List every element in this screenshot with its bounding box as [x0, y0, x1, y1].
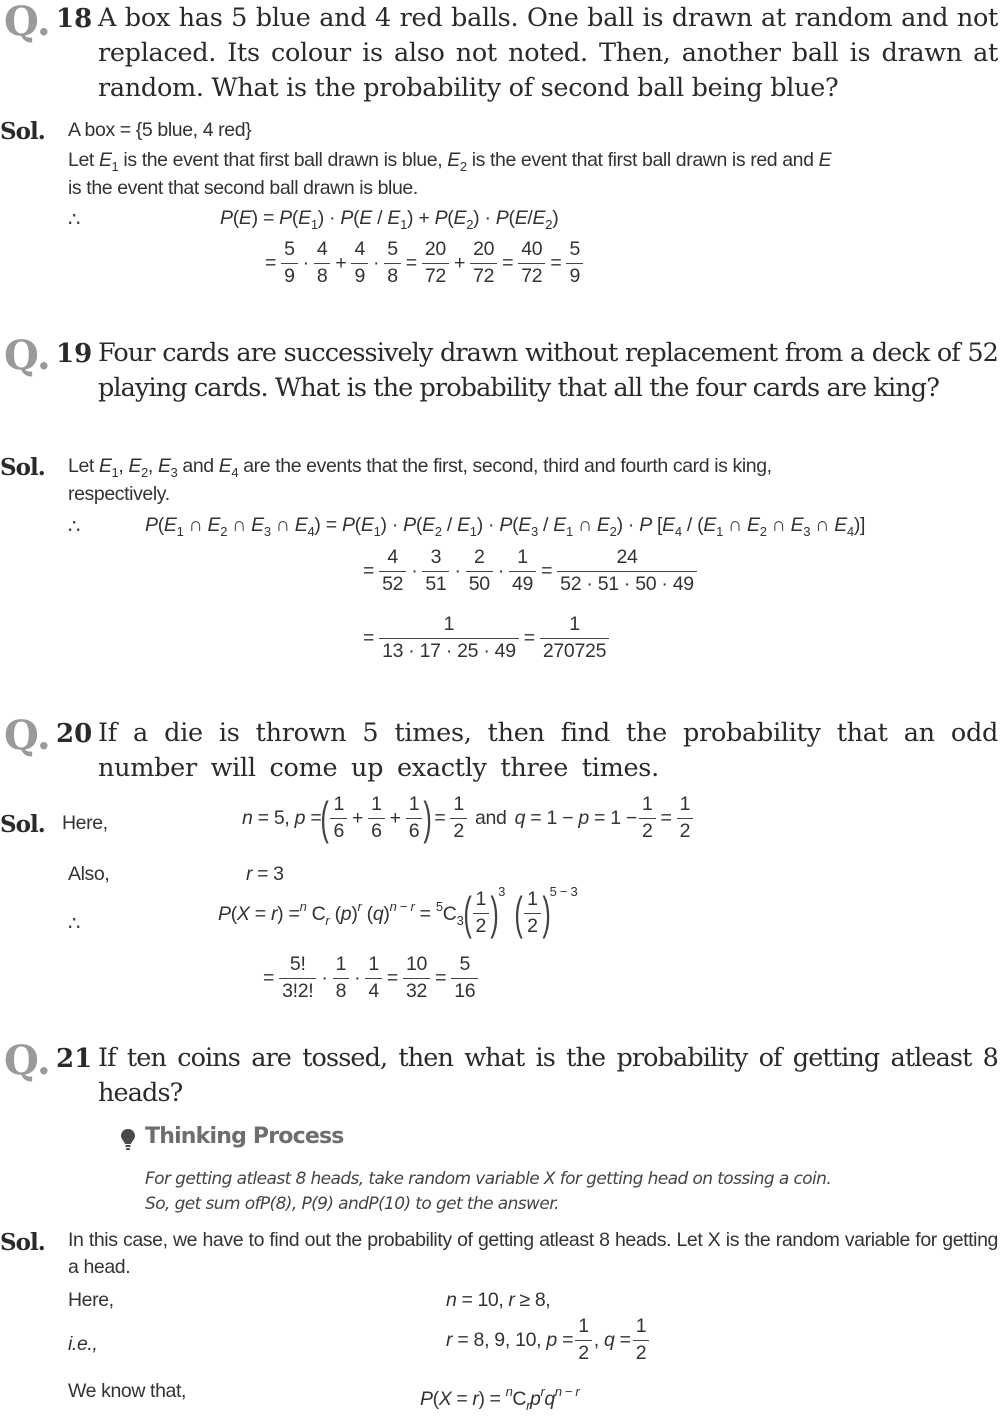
- equation: P(X = r) =$^n$ $C_r$ $(p)^r$ $(q)^{n - r} = ^5C_3$ ( $\frac{1}{2}$ ) 3 ( $\frac{1}{2}$ ) 5 − 3: [218, 884, 578, 939]
- equation: r = 3: [246, 863, 284, 885]
- solution-label: Sol.: [0, 1229, 45, 1256]
- solution-text: is the event that second ball drawn is blue.: [68, 177, 418, 199]
- equation: r = 8, 9, 10, p = $\frac{1}{2}$ , q = $\frac{1}{2}$: [446, 1317, 651, 1363]
- solution-label: Sol.: [0, 811, 45, 838]
- equation: $P(E) = P(E_1) \cdot P(E / E_1) + P(E_2) \cdot P(E/E_2)$: [220, 207, 559, 232]
- question-text: If ten coins are tossed, then what is the probability of getting atleast 8 heads?: [98, 1043, 998, 1108]
- lightbulb-icon: [121, 1129, 135, 1151]
- equation: n = 10, r ≥ 8,: [446, 1289, 551, 1311]
- solution-text: Here,: [68, 1289, 114, 1311]
- question-marker: Q.: [4, 0, 51, 45]
- solution-text: i.e.,: [68, 1333, 98, 1355]
- question-number: 21: [56, 1044, 93, 1074]
- solution-label: Sol.: [0, 118, 45, 145]
- therefore-symbol: ∴: [68, 913, 81, 935]
- thinking-process-text: For getting atleast 8 heads, take random variable X for getting head on tossing a coin.: [145, 1169, 832, 1189]
- question-text: If a die is thrown 5 times, then find the probability that an odd number will come up exactly three times.: [98, 718, 998, 783]
- question-marker: Q.: [4, 332, 51, 379]
- solution-text: Also,: [68, 863, 110, 885]
- solution-text: Let $E_1$, $E_2$, $E_3$ and $E_4$ are the events that the first, second, third and fourth card is king,: [68, 455, 772, 480]
- therefore-symbol: ∴: [68, 516, 81, 538]
- solution-text: In this case, we have to find out the probability of getting atleast 8 heads. Let X is the random variable for getting a head.: [68, 1229, 998, 1278]
- equation: $P(X = r) = ^nC_rp^rq^{n - r}$: [420, 1384, 580, 1413]
- question-marker: Q.: [4, 1037, 51, 1084]
- question-text: Four cards are successively drawn without replacement from a deck of 52 playing cards. What is the probability that all the four cards are king?: [98, 338, 998, 403]
- solution-text: We know that,: [68, 1380, 186, 1402]
- question-number: 19: [56, 339, 93, 369]
- thinking-process-heading: Thinking Process: [145, 1124, 344, 1149]
- equation: = $\frac{1}{13 \cdot 17 \cdot 25 \cdot 49}$ = $\frac{1}{270725}$: [360, 615, 611, 661]
- question-text: A box has 5 blue and 4 red balls. One ball is drawn at random and not replaced. Its colour is also not noted. Then, another ball is drawn at random. What is the probability of second ball being blue?: [98, 3, 998, 103]
- equation: = $\frac{5!}{3!2!}$ · $\frac{1}{8}$ · $\frac{1}{4}$ = $\frac{10}{32}$ = $\frac{5}{16}$: [260, 955, 480, 1001]
- solution-label: Sol.: [0, 454, 45, 481]
- question-number: 18: [56, 4, 93, 34]
- thinking-process-text: So, get sum ofP(8), P(9) andP(10) to get the answer.: [145, 1194, 559, 1214]
- solution-text: A box = {5 blue, 4 red}: [68, 119, 252, 141]
- equation: = $\frac{4}{52}$ · $\frac{3}{51}$ · $\frac{2}{50}$ · $\frac{1}{49}$ = $\frac{24}{52 \cdot 51 \cdot 50 \cdot 49}$: [360, 548, 699, 594]
- solution-text: Let $E_1$ is the event that first ball drawn is blue, $E_2$ is the event that first ball drawn is red and E: [68, 149, 832, 174]
- equation: n = 5, p = ( $\frac{1}{6}$ + $\frac{1}{6}$ + $\frac{1}{6}$ ) = $\frac{1}{2}$ and q = 1 − p = 1 − $\frac{1}{2}$ = $\frac{1}{2}$: [242, 795, 695, 841]
- solution-text: respectively.: [68, 483, 170, 505]
- therefore-symbol: ∴: [68, 209, 81, 231]
- equation: $P(E_1$ ∩ $E_2$ ∩ $E_3$ ∩ $E_4) = P(E_1) \cdot P(E_2 / E_1) \cdot P(E_3 / E_1$ ∩ $E_2) \cdot P$ [$E_4 / (E_1$ ∩ $E_2$ ∩ $E_3$ ∩ $E_4$)]: [145, 514, 866, 539]
- solution-text: Here,: [62, 812, 108, 834]
- equation: = $\frac{5}{9}$ · $\frac{4}{8}$ + $\frac{4}{9}$ · $\frac{5}{8}$ = $\frac{20}{72}$ + $\frac{20}{72}$ = $\frac{40}{72}$ = $\frac{5}{9}$: [262, 240, 585, 286]
- question-number: 20: [56, 719, 93, 749]
- question-marker: Q.: [4, 712, 51, 759]
